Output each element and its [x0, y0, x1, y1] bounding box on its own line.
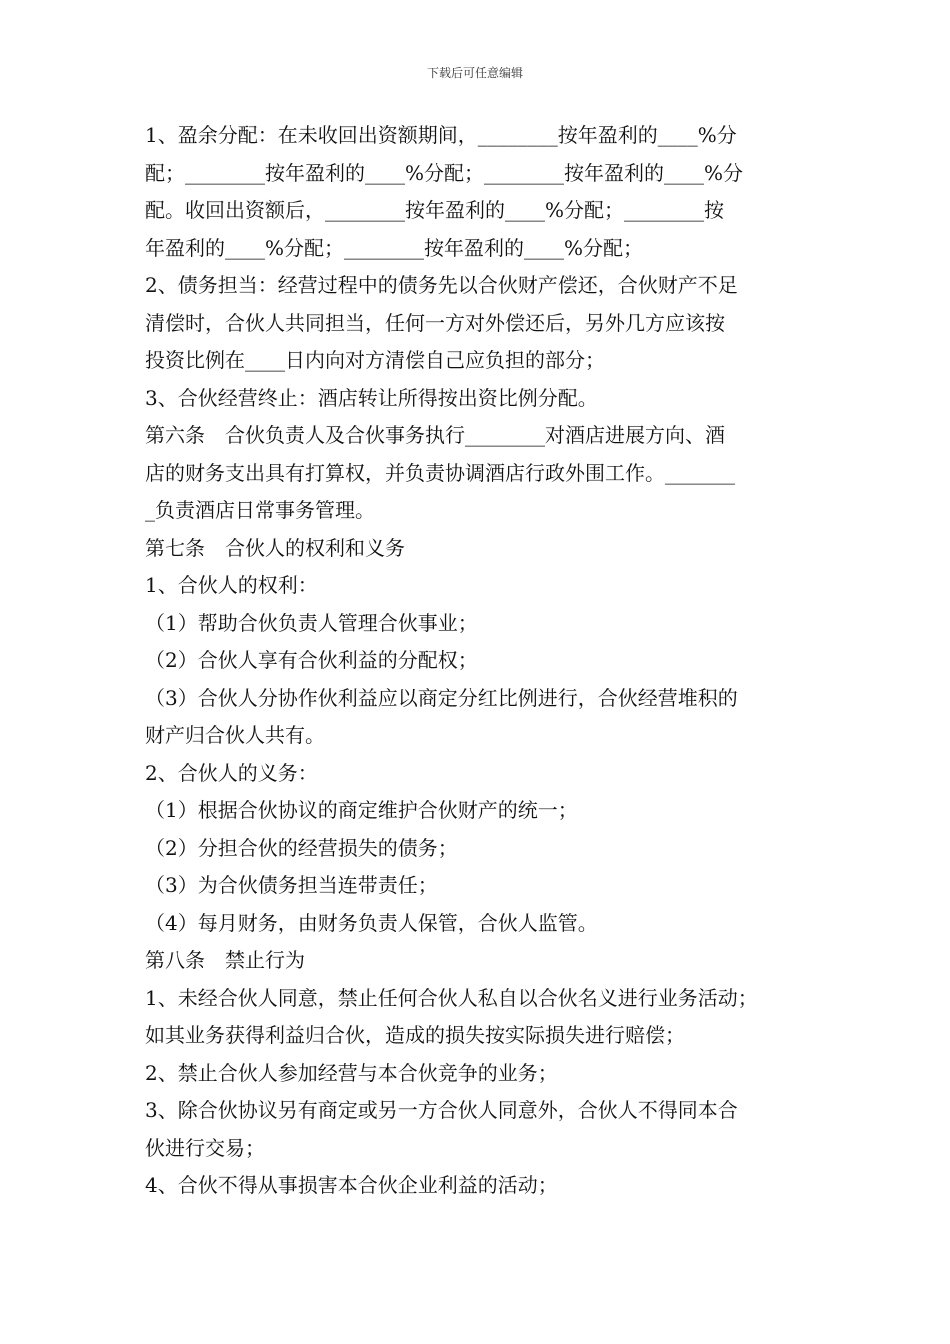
list-item: （3）合伙人分协作伙利益应以商定分红比例进行，合伙经营堆积的	[145, 685, 738, 710]
text-line: 2、债务担当：经营过程中的债务先以合伙财产偿还，合伙财产不足	[145, 273, 738, 297]
text-line: 年盈利的____%分配；________按年盈利的____%分配；	[145, 235, 644, 260]
article-heading: 第六条 合伙负责人及合伙事务执行________对酒店进展方向、酒	[145, 423, 725, 447]
list-item: （2）分担合伙的经营损失的债务；	[145, 835, 458, 860]
list-item: （4）每月财务，由财务负责人保管，合伙人监管。	[145, 910, 598, 935]
article-heading: 第八条 禁止行为	[145, 948, 305, 972]
text-line: 1、未经合伙人同意，禁止任何合伙人私自以合伙名义进行业务活动；	[145, 985, 758, 1010]
page-header: 下载后可任意编辑	[426, 66, 523, 80]
document-body	[145, 117, 807, 1205]
text-line: 投资比例在____日内向对方清偿自己应负担的部分；	[145, 348, 605, 372]
text-line: 如其业务获得利益归合伙，造成的损失按实际损失进行赔偿；	[145, 1023, 685, 1047]
list-item: （1）帮助合伙负责人管理合伙事业；	[145, 610, 478, 635]
text-line: 店的财务支出具有打算权，并负责协调酒店行政外围工作。_______	[145, 460, 735, 485]
text-line: 3、除合伙协议另有商定或另一方合伙人同意外，合伙人不得同本合	[145, 1098, 738, 1122]
text-line: 伙进行交易；	[145, 1135, 265, 1160]
text-line: 2、合伙人的义务：	[145, 760, 318, 785]
text-line: 3、合伙经营终止：酒店转让所得按出资比例分配。	[145, 385, 598, 410]
list-item: （3）为合伙债务担当连带责任；	[145, 873, 438, 897]
text-line: 2、禁止合伙人参加经营与本合伙竞争的业务；	[145, 1060, 558, 1085]
text-line: 配。收回出资额后，________按年盈利的____%分配；________按	[145, 198, 725, 222]
text-line: 1、合伙人的权利：	[145, 573, 318, 597]
text-line: 财产归合伙人共有。	[145, 723, 325, 747]
list-item: （2）合伙人享有合伙利益的分配权；	[145, 648, 478, 672]
text-line: 4、合伙不得从事损害本合伙企业利益的活动；	[145, 1173, 558, 1197]
text-line: 1、盈余分配：在未收回出资额期间，________按年盈利的____%分	[145, 123, 737, 147]
article-heading: 第七条 合伙人的权利和义务	[145, 535, 405, 560]
list-item: （1）根据合伙协议的商定维护合伙财产的统一；	[145, 798, 578, 822]
text-line: 配；________按年盈利的____%分配；________按年盈利的____%分	[145, 160, 744, 185]
text-line: 清偿时，合伙人共同担当，任何一方对外偿还后，另外几方应该按	[145, 310, 725, 335]
text-line: _负责酒店日常事务管理。	[145, 498, 375, 522]
